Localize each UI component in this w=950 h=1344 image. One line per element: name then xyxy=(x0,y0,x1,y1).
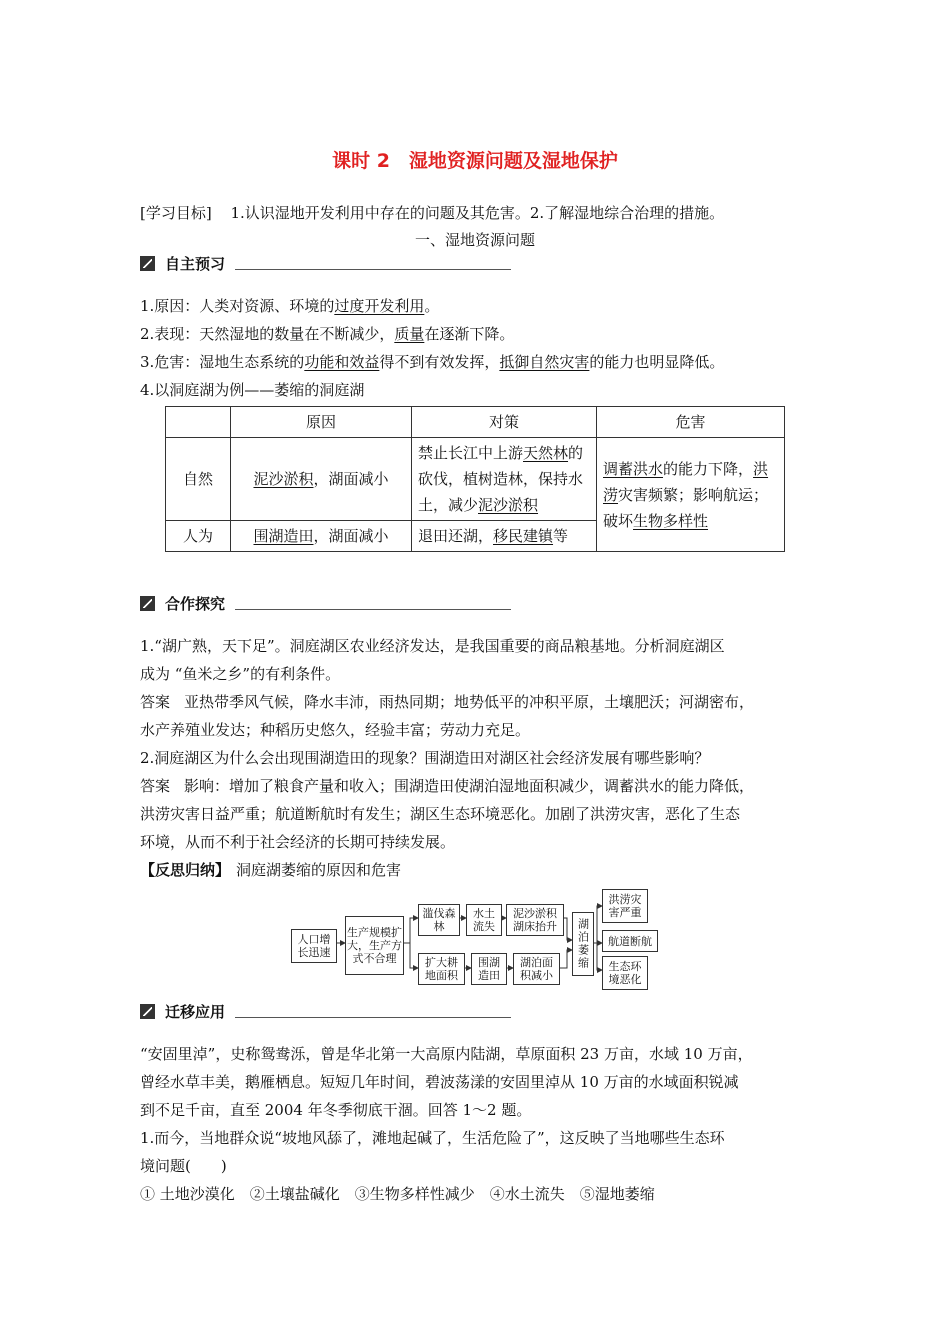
answer-underline: 天然林 xyxy=(523,444,569,462)
text: 。 xyxy=(424,297,440,315)
answer-underline: 抵御自然灾害 xyxy=(499,353,590,371)
question-2-line: 2.洞庭湖区为什么会出现围湖造田的现象？围湖造田对湖区社会经济发展有哪些影响？ xyxy=(140,749,710,767)
row-label: 人为 xyxy=(166,521,231,552)
text: 等 xyxy=(553,527,569,545)
box-ecology: 生态环境恶化 xyxy=(602,956,648,990)
box-shrink-area: 湖泊面积减小 xyxy=(513,953,560,985)
objectives-label: [学习目标] xyxy=(140,204,212,222)
subheading: 一、湿地资源问题 xyxy=(414,231,535,249)
objectives-text: 1.认识湿地开发利用中存在的问题及其危害。2.了解湿地综合治理的措施。 xyxy=(230,204,725,222)
text: 的能力也明显降低。 xyxy=(589,353,725,371)
reflect-label: 【反思归纳】 xyxy=(140,861,231,879)
passage-line: 曾经水草丰美，鹅雁栖息。短短几年时间，碧波荡漾的安固里淖从 10 万亩的水域面积锐减 xyxy=(140,1073,739,1091)
answer-underline: 围湖造田 xyxy=(253,527,314,545)
text: 灾害频繁；影响航运；破坏 xyxy=(603,485,769,530)
preview-line-4: 4.以洞庭湖为例——萎缩的洞庭湖 xyxy=(140,381,365,399)
box-reclaim: 围湖造田 xyxy=(471,953,507,985)
section-transfer xyxy=(140,1000,511,1022)
question-1-line: 1.“湖广熟，天下足”。洞庭湖区农业经济发达，是我国重要的商品粮基地。分析洞庭湖区 xyxy=(140,637,725,655)
answer-underline: 调蓄洪水 xyxy=(603,459,664,478)
box-deforest: 滥伐森林 xyxy=(418,904,460,936)
table-header: 危害 xyxy=(597,407,785,438)
text: 亚热带季风气候，降水丰沛，雨热同期；地势低平的冲积平原，土壤肥沃；河湖密布， xyxy=(184,693,755,711)
text: 得不到有效发挥， xyxy=(379,353,500,371)
section-title: 合作探究 xyxy=(165,594,226,613)
passage-line: “安固里淖”，史称鸳鸯泺，曾是华北第一大高原内陆湖，草原面积 23 万亩，水域 10 万亩， xyxy=(140,1045,753,1063)
options-line: ① 土地沙漠化 ②土壤盐碱化 ③生物多样性减少 ④水土流失 ⑤湿地萎缩 xyxy=(140,1185,655,1203)
answer-underline: 洪涝 xyxy=(603,459,769,504)
box-lake-shrink: 湖泊萎缩 xyxy=(572,912,594,976)
text: 退田还湖， xyxy=(418,527,494,545)
answer-underline: 过度开发利用 xyxy=(334,297,425,315)
section-title: 迁移应用 xyxy=(165,1002,226,1021)
answer-underline: 质量 xyxy=(394,325,425,343)
row-label: 自然 xyxy=(166,438,231,521)
answer-underline: 生物多样性 xyxy=(633,511,709,530)
passage-line: 到不足千亩，直至 2004 年冬季彻底干涸。回答 1～2 题。 xyxy=(140,1101,532,1119)
question-1-line: 成为 “鱼米之乡”的有利条件。 xyxy=(140,665,341,683)
answer-2-line: 环境，从而不利于社会经济的长期可持续发展。 xyxy=(140,833,456,851)
answer-2-line: 洪涝灾害日益严重；航道断航时有发生；湖区生态环境恶化。加剧了洪涝灾害，恶化了生态 xyxy=(140,805,741,823)
box-silt: 泥沙淤积湖床抬升 xyxy=(506,904,564,936)
answer-underline: 泥沙淤积 xyxy=(253,470,314,488)
answer-underline: 移民建镇 xyxy=(493,527,554,545)
box-population: 人口增长迅速 xyxy=(291,929,337,963)
section-marker-icon xyxy=(140,1004,155,1019)
box-flood: 洪涝灾害严重 xyxy=(602,889,648,923)
box-erosion: 水土流失 xyxy=(466,904,502,936)
table-header: 原因 xyxy=(231,407,412,438)
text: 在逐渐下降。 xyxy=(424,325,515,343)
box-production: 生产规模扩大，生产方式不合理 xyxy=(345,916,404,975)
text: 洞庭湖萎缩的原因和危害 xyxy=(236,861,402,879)
answer-underline: 功能和效益 xyxy=(304,353,380,371)
section-rule xyxy=(235,1017,511,1018)
text: 2.表现：天然湿地的数量在不断减少， xyxy=(140,325,395,343)
section-title: 自主预习 xyxy=(165,254,226,273)
table-header: 对策 xyxy=(412,407,597,438)
box-expand: 扩大耕地面积 xyxy=(418,953,465,985)
page-title: 课时 2 湿地资源问题及湿地保护 xyxy=(332,150,618,172)
text: 禁止长江中上游 xyxy=(418,444,524,462)
text: 的能力下降， xyxy=(663,459,754,478)
transfer-block xyxy=(140,1040,830,1208)
text: 影响：增加了粮食产量和收入；围湖造田使湖泊湿地面积减少，调蓄洪水的能力降低， xyxy=(184,777,755,795)
question-line: 境问题( ) xyxy=(140,1157,227,1175)
answer-underline: 泥沙淤积 xyxy=(478,496,539,514)
text: 3.危害：湿地生态系统的 xyxy=(140,353,305,371)
text: ，湖面减小 xyxy=(313,470,389,488)
text: 的砍伐，植树造林，保持水土，减少 xyxy=(418,444,584,514)
box-shipping: 航道断航 xyxy=(602,930,658,952)
text: ，湖面减小 xyxy=(313,527,389,545)
answer-1-line: 水产养殖业发达；种稻历史悠久，经验丰富；劳动力充足。 xyxy=(140,721,531,739)
answer-label: 答案 xyxy=(140,693,171,711)
text: 1.原因：人类对资源、环境的 xyxy=(140,297,335,315)
answer-label: 答案 xyxy=(140,777,171,795)
question-line: 1.而今，当地群众说“坡地风舔了，滩地起碱了，生活危险了”，这反映了当地哪些生态环 xyxy=(140,1129,725,1147)
